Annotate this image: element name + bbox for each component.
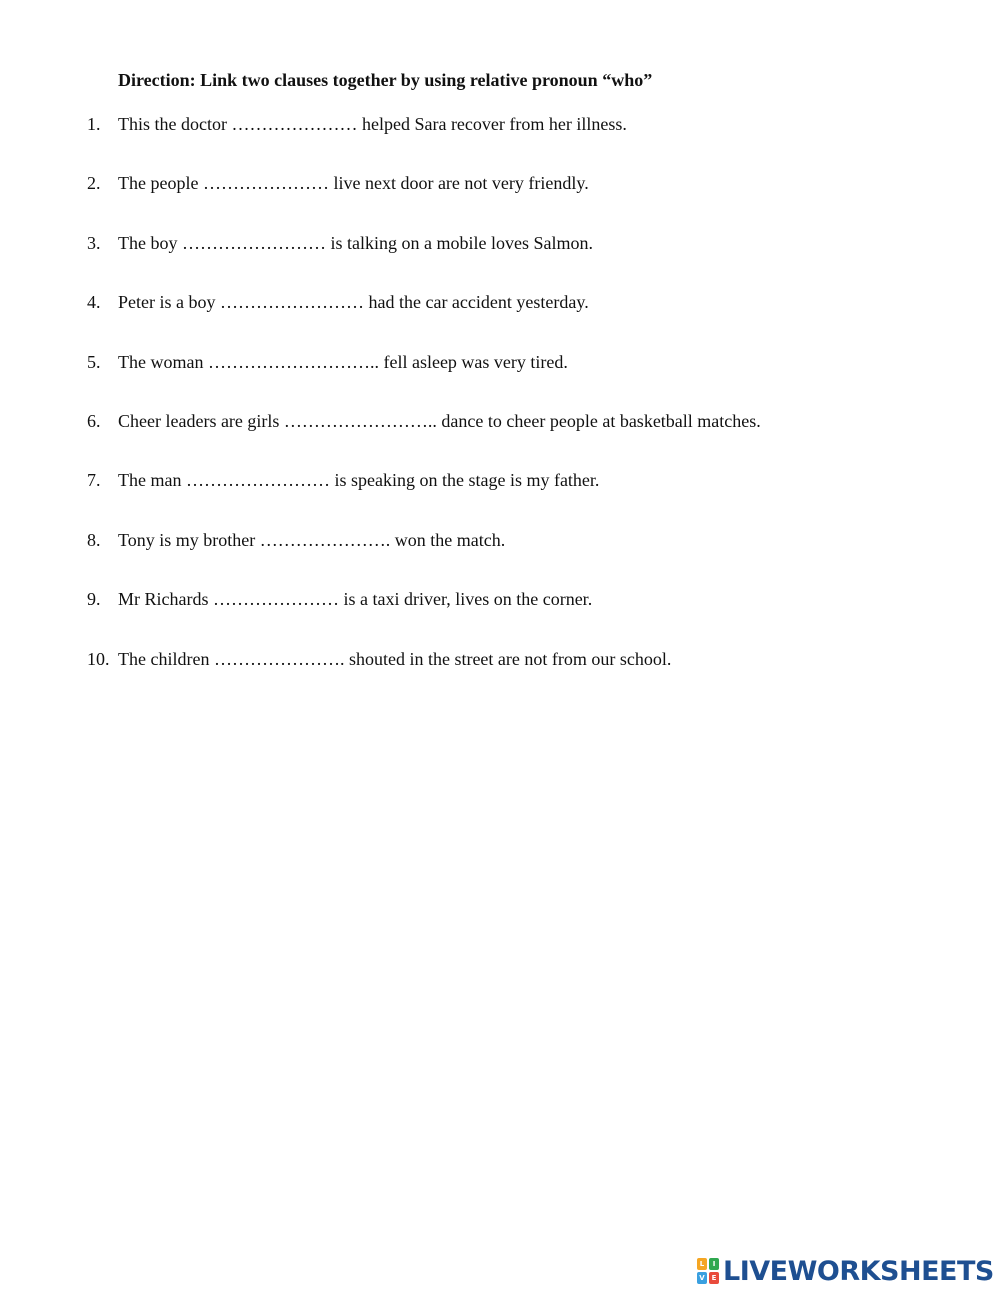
question-text: The woman ……………………….. fell asleep was very tired. — [118, 351, 568, 372]
question-item — [0, 351, 1000, 410]
question-item — [0, 232, 1000, 291]
logo-blocks-icon — [697, 1258, 719, 1284]
question-item — [0, 469, 1000, 528]
question-number: 2. — [87, 173, 101, 194]
question-number: 8. — [87, 529, 101, 550]
question-number: 10. — [87, 648, 110, 669]
question-text: Peter is a boy …………………… had the car accident yesterday. — [118, 292, 589, 313]
question-item — [0, 291, 1000, 350]
liveworksheets-logo — [697, 1256, 994, 1286]
question-number: 9. — [87, 589, 101, 610]
logo-block: I — [709, 1258, 719, 1270]
question-item — [0, 410, 1000, 469]
logo-block: E — [709, 1272, 719, 1284]
question-number: 3. — [87, 232, 101, 253]
question-text: The man …………………… is speaking on the stage is my father. — [118, 470, 600, 491]
question-text: Mr Richards ………………… is a taxi driver, lives on the corner. — [118, 589, 593, 610]
logo-text: LIVEWORKSHEETS — [723, 1255, 994, 1287]
question-number: 6. — [87, 410, 101, 431]
question-list — [0, 113, 1000, 707]
question-text: Tony is my brother …………………. won the match. — [118, 529, 506, 550]
question-text: This the doctor ………………… helped Sara recover from her illness. — [118, 114, 627, 134]
question-item — [0, 648, 1000, 707]
question-number: 1. — [87, 114, 101, 134]
direction-heading: Direction: Link two clauses together by using relative pronoun “who” — [118, 70, 653, 90]
logo-block: V — [697, 1272, 707, 1284]
question-text: The people ………………… live next door are not very friendly. — [118, 173, 589, 194]
question-number: 7. — [87, 470, 101, 491]
question-item — [0, 529, 1000, 588]
question-text: The boy …………………… is talking on a mobile loves Salmon. — [118, 232, 593, 253]
question-number: 5. — [87, 351, 101, 372]
question-text: The children …………………. shouted in the street are not from our school. — [118, 648, 672, 669]
question-text: Cheer leaders are girls …………………….. dance to cheer people at basketball matches. — [118, 410, 761, 431]
question-item — [0, 172, 1000, 231]
question-item — [0, 588, 1000, 647]
question-number: 4. — [87, 292, 101, 313]
question-item — [0, 113, 1000, 172]
logo-block: L — [697, 1258, 707, 1270]
